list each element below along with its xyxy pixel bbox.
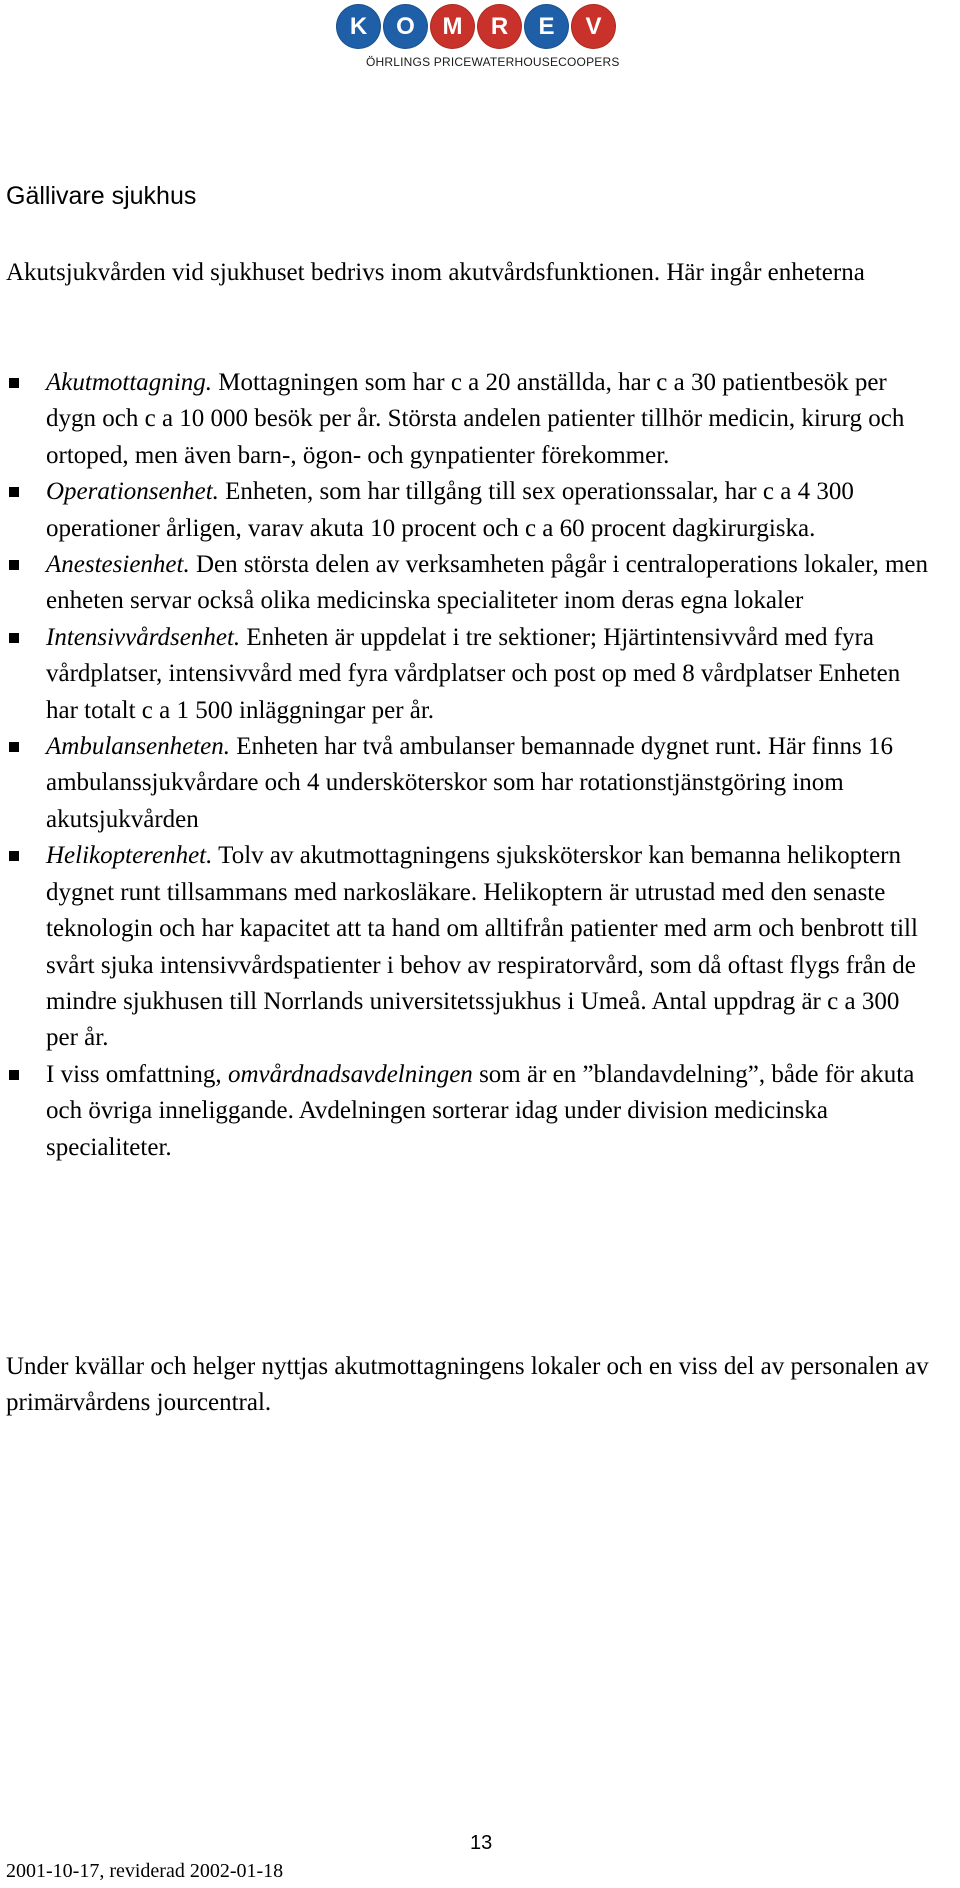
unit-description: Tolv av akutmottagningens sjuksköterskor kan bemanna helikoptern dygnet runt tillsammans med narkosläkare. Helikoptern är utrustad med den senaste teknologin och har kapacitet att ta hand om alltifrån patienter med arm och benbrott till svårt sjuka intensivvårdspatienter i behov av respiratorvård, som då oftast flygs från de mindre sjukhusen till Norrlands universitetssjukhus i Umeå. Antal uppdrag är c a 300 per år. xyxy=(46,842,918,1052)
komrev-logo xyxy=(336,4,626,70)
bullet-icon xyxy=(9,560,19,570)
bullet-icon xyxy=(9,487,19,497)
unit-description: Enheten, som har tillgång till sex operationssalar, har c a 4 300 operationer årligen, varav akuta 10 procent och c a 60 procent dagkirurgiska. xyxy=(46,478,854,542)
unit-name: omvårdnadsavdelningen xyxy=(227,1060,473,1088)
list-item xyxy=(6,620,931,729)
logo-letter-m: M xyxy=(430,4,475,49)
list-item xyxy=(6,547,931,620)
unit-name: Helikopterenhet. xyxy=(46,842,213,870)
unit-prefix: I viss omfattning, xyxy=(46,1060,228,1088)
unit-name: Operationsenhet. xyxy=(46,478,219,506)
closing-paragraph: Under kvällar och helger nyttjas akutmottagningens lokaler och en viss del av personalen av primärvårdens jourcentral. xyxy=(6,1353,929,1416)
logo-subtitle: ÖHRLINGS PRICEWATERHOUSECOOPERS xyxy=(366,55,620,69)
page-heading: Gällivare sjukhus xyxy=(6,182,197,210)
bullet-icon xyxy=(9,378,19,388)
unit-description: Enheten är uppdelat i tre sektioner; Hjärtintensivvård med fyra vårdplatser, intensivvård med fyra vårdplatser och post op med 8 vårdplatser Enheten har totalt c a 1 500 inläggningar per år. xyxy=(46,623,901,724)
logo-letter-v: V xyxy=(571,4,616,49)
intro-paragraph: Akutsjukvården vid sjukhuset bedrivs inom akutvårdsfunktionen. Här ingår enheterna xyxy=(6,259,865,286)
list-item xyxy=(6,1057,931,1166)
unit-description: Den största delen av verksamheten pågår i centraloperations lokaler, men enheten servar också olika medicinska specialiteter inom deras egna lokaler xyxy=(46,551,928,615)
unit-description: som är en ”blandavdelning”, både för akuta och övriga inneliggande. Avdelningen sorterar idag under division medicinska specialiteter. xyxy=(46,1060,915,1161)
unit-name: Intensivvårdsenhet. xyxy=(46,623,241,651)
bullet-icon xyxy=(9,742,19,752)
unit-name: Ambulansenheten. xyxy=(46,733,230,761)
revision-date: 2001-10-17, reviderad 2002-01-18 xyxy=(6,1860,284,1882)
page-number: 13 xyxy=(470,1832,493,1854)
logo-letter-e: E xyxy=(524,4,569,49)
logo-letter-r: R xyxy=(477,4,522,49)
list-item xyxy=(6,474,931,547)
logo-circles xyxy=(336,4,626,49)
list-item xyxy=(6,838,931,1056)
list-item xyxy=(6,365,931,474)
unit-description: Enheten har två ambulanser bemannade dygnet runt. Här finns 16 ambulanssjukvårdare och 4 undersköterskor som har rotationstjänstgöring inom akutsjukvården xyxy=(46,733,893,833)
unit-description: Mottagningen som har c a 20 anställda, har c a 30 patientbesök per dygn och c a 10 000 besök per år. Största andelen patienter tillhör medicin, kirurg och ortoped, men även barn-, ögon- och gynpatienter förekommer. xyxy=(46,369,905,469)
logo-letter-o: O xyxy=(383,4,428,49)
list-item xyxy=(6,729,931,838)
logo-letter-k: K xyxy=(336,4,381,49)
unit-name: Akutmottagning. xyxy=(46,369,212,396)
unit-name: Anestesienhet. xyxy=(46,551,190,579)
bullet-icon xyxy=(9,633,19,643)
unit-list xyxy=(6,365,931,1166)
bullet-icon xyxy=(9,1070,19,1080)
bullet-icon xyxy=(9,851,19,861)
